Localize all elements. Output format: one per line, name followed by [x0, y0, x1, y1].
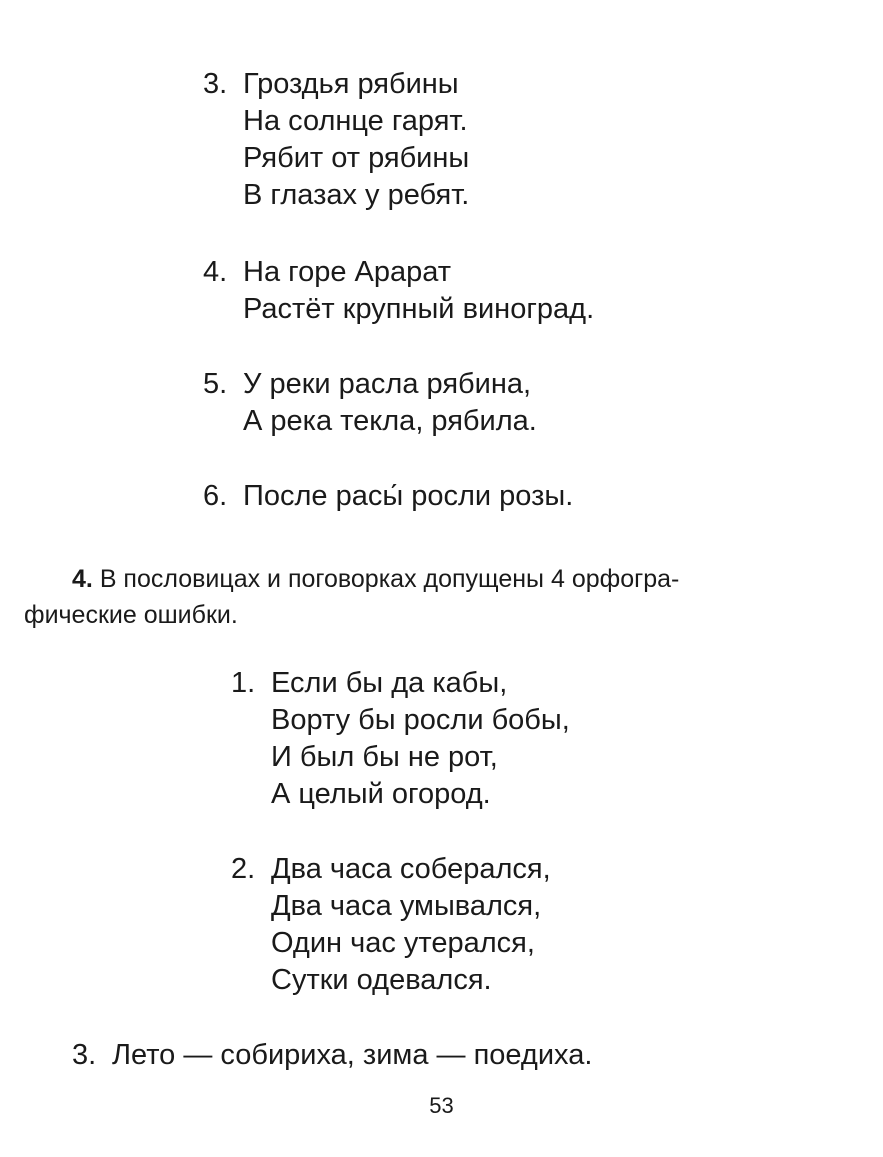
- verse-line: Рябит от рябины: [243, 142, 470, 174]
- proverb-number: 1.: [231, 667, 256, 699]
- task-4-instruction: [24, 561, 844, 633]
- task-instruction-line: фические ошибки.: [24, 601, 238, 629]
- proverb-line: [231, 665, 570, 702]
- verse-line: [203, 254, 594, 291]
- verse-number: 3.: [203, 68, 228, 100]
- verse-4: [203, 254, 594, 328]
- verse-line: А река текла, рябила.: [243, 405, 537, 437]
- task-text: В пословицах и поговорках допущены 4 орфогра-: [99, 565, 680, 593]
- verse-line: Растёт крупный виноград.: [243, 293, 595, 325]
- proverb-line: Сутки одевался.: [271, 964, 492, 996]
- proverb-text: Лето — собириха, зима — поедиха.: [112, 1039, 593, 1071]
- proverb-2: [231, 851, 551, 999]
- task-instruction-line: [24, 561, 844, 597]
- page-number: 53: [429, 1093, 454, 1118]
- verse-number: 5.: [203, 368, 228, 400]
- verse-text: У реки расла рябина,: [243, 368, 532, 400]
- verse-line: В глазах у ребят.: [243, 179, 470, 211]
- proverb-line: Один час утерался,: [271, 927, 535, 959]
- verse-5: [203, 366, 537, 440]
- verse-line: [203, 66, 469, 103]
- verse-text: Гроздья рябины: [243, 68, 459, 100]
- verse-line: На солнце гарят.: [243, 105, 468, 137]
- proverb-line: А целый огород.: [271, 778, 491, 810]
- proverb-text: Два часа соберался,: [271, 853, 551, 885]
- proverb-line: [231, 851, 551, 888]
- verse-number: 6.: [203, 480, 228, 512]
- proverb-line: [72, 1037, 592, 1074]
- proverb-line: И был бы не рот,: [271, 741, 498, 773]
- verse-number: 4.: [203, 256, 228, 288]
- proverb-number: 3.: [72, 1039, 97, 1071]
- proverb-line: Ворту бы росли бобы,: [271, 704, 570, 736]
- verse-6: [203, 478, 573, 515]
- verse-text: На горе Арарат: [243, 256, 452, 288]
- verse-3: [203, 66, 469, 214]
- proverb-3: [72, 1037, 592, 1074]
- proverb-1: [231, 665, 570, 813]
- verse-text: После раcы́ росли розы.: [243, 480, 574, 512]
- proverb-text: Если бы да кабы,: [271, 667, 508, 699]
- proverb-number: 2.: [231, 853, 256, 885]
- verse-line: [203, 478, 573, 515]
- proverb-line: Два часа умывался,: [271, 890, 542, 922]
- task-number: 4.: [72, 565, 93, 593]
- verse-line: [203, 366, 537, 403]
